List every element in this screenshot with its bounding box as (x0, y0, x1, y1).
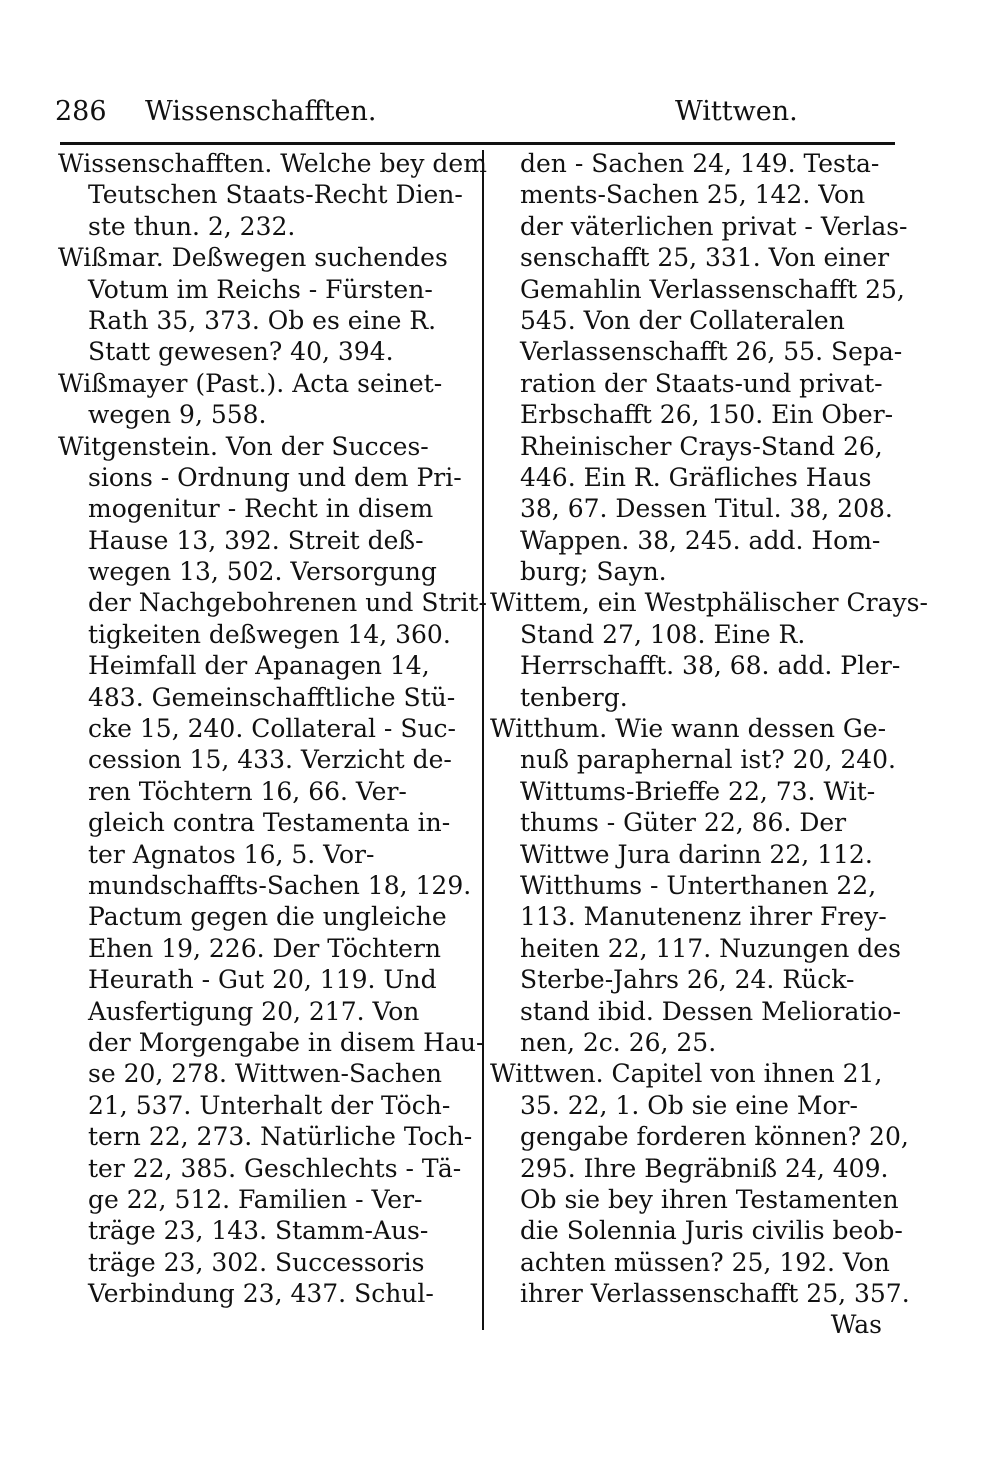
index-line: thums - Güter 22, 86. Der (520, 808, 847, 838)
index-line: Hause 13, 392. Streit deß- (88, 525, 424, 555)
index-line: Wittwe Jura darinn 22, 112. (520, 839, 873, 869)
index-line: mogenitur - Recht in disem (88, 494, 434, 524)
index-line: Verlassenschafft 26, 55. Sepa- (520, 337, 903, 367)
index-line: Ausfertigung 20, 217. Von (88, 996, 420, 1026)
index-line: Erbschafft 26, 150. Ein Ober- (520, 400, 894, 430)
left-running-title: Wissenschafften. (145, 96, 377, 127)
index-line: Sterbe-Jahrs 26, 24. Rück- (520, 965, 855, 995)
index-line: gengabe forderen können? 20, (520, 1122, 909, 1152)
index-line: wegen 13, 502. Versorgung (88, 557, 437, 587)
index-line: 38, 67. Dessen Titul. 38, 208. (520, 494, 893, 524)
index-line: Wissenschafften. Welche bey dem (58, 149, 487, 178)
index-line: Wißmayer (Past.). Acta seinet- (58, 368, 443, 398)
index-line: 483. Gemeinschafftliche Stü- (88, 682, 456, 712)
index-line: Ob sie bey ihren Testamenten (520, 1184, 899, 1214)
index-line: Heimfall der Apanagen 14, (88, 651, 430, 681)
index-line: tenberg. (520, 682, 628, 712)
index-line: Votum im Reichs - Fürsten- (88, 274, 433, 304)
index-line: Wittwen. Capitel von ihnen 21, (490, 1059, 883, 1089)
index-line: Gemahlin Verlassenschafft 25, (520, 274, 905, 304)
index-line: ihrer Verlassenschafft 25, 357. (520, 1279, 910, 1309)
index-line: 446. Ein R. Gräfliches Haus (520, 462, 872, 492)
index-line: ration der Staats-und privat- (520, 368, 883, 398)
right-running-title: Wittwen. (675, 96, 798, 127)
index-line: Wittums-Brieffe 22, 73. Wit- (520, 776, 876, 806)
index-line: der Nachgebohrenen und Strit- (88, 588, 487, 618)
index-line: Pactum gegen die ungleiche (88, 902, 447, 932)
index-line: Stand 27, 108. Eine R. (520, 619, 806, 649)
index-line: tigkeiten deßwegen 14, 360. (88, 619, 451, 649)
running-header (55, 92, 900, 132)
index-line: se 20, 278. Wittwen-Sachen (88, 1059, 443, 1089)
index-line: achten müssen? 25, 192. Von (520, 1247, 890, 1277)
index-line: nuß paraphernal ist? 20, 240. (520, 745, 897, 775)
index-line: wegen 9, 558. (88, 400, 267, 430)
index-line: 113. Manutenenz ihrer Frey- (520, 902, 887, 932)
page-number: 286 (55, 96, 107, 127)
right-column (490, 148, 928, 1341)
index-line: senschafft 25, 331. Von einer (520, 243, 890, 273)
index-line: Verbindung 23, 437. Schul- (88, 1279, 434, 1309)
index-line: Statt gewesen? 40, 394. (88, 337, 394, 367)
index-line: cke 15, 240. Collateral - Suc- (88, 714, 456, 744)
index-line: tern 22, 273. Natürliche Toch- (88, 1122, 473, 1152)
index-line: ge 22, 512. Familien - Ver- (88, 1184, 423, 1214)
index-line: sions - Ordnung und dem Pri- (88, 462, 462, 492)
index-line: träge 23, 143. Stamm-Aus- (88, 1216, 429, 1246)
index-line: der Morgengabe in disem Hau- (88, 1027, 485, 1057)
index-line: nen, 2c. 26, 25. (520, 1027, 717, 1057)
index-line: Witthum. Wie wann dessen Ge- (490, 714, 887, 744)
index-line: ren Töchtern 16, 66. Ver- (88, 776, 407, 806)
index-line: stand ibid. Dessen Melioratio- (520, 996, 901, 1026)
index-line: Rath 35, 373. Ob es eine R. (88, 305, 437, 335)
index-line: 295. Ihre Begräbniß 24, 409. (520, 1153, 889, 1183)
index-line: 21, 537. Unterhalt der Töch- (88, 1090, 451, 1120)
index-line: 35. 22, 1. Ob sie eine Mor- (520, 1090, 858, 1120)
index-line: den - Sachen 24, 149. Testa- (520, 149, 880, 178)
index-line: träge 23, 302. Successoris (88, 1247, 425, 1277)
header-rule (60, 142, 895, 145)
index-line: Wittem, ein Westphälischer Crays- (490, 588, 928, 618)
index-line: Ehen 19, 226. Der Töchtern (88, 933, 442, 963)
index-line: ter 22, 385. Geschlechts - Tä- (88, 1153, 462, 1183)
index-line: gleich contra Testamenta in- (88, 808, 451, 838)
index-line: Wappen. 38, 245. add. Hom- (520, 525, 881, 555)
index-line: der väterlichen privat - Verlas- (520, 211, 908, 241)
index-line: 545. Von der Collateralen (520, 305, 845, 335)
index-line: cession 15, 433. Verzicht de- (88, 745, 452, 775)
index-line: heiten 22, 117. Nuzungen des (520, 933, 901, 963)
left-column (58, 148, 487, 1309)
index-line: Heurath - Gut 20, 119. Und (88, 965, 437, 995)
index-line: ter Agnatos 16, 5. Vor- (88, 839, 375, 869)
index-line: ments-Sachen 25, 142. Von (520, 180, 866, 210)
index-line: die Solennia Juris civilis beob- (520, 1216, 903, 1246)
index-line: Witthums - Unterthanen 22, (520, 870, 877, 900)
index-line: Herrschafft. 38, 68. add. Pler- (520, 651, 901, 681)
index-line: Wißmar. Deßwegen suchendes (58, 243, 448, 273)
column-divider (482, 150, 484, 1330)
index-line: burg; Sayn. (520, 557, 667, 587)
index-line: ste thun. 2, 232. (88, 211, 296, 241)
index-line: Teutschen Staats-Recht Dien- (88, 180, 463, 210)
index-line: Witgenstein. Von der Succes- (58, 431, 429, 461)
index-line: Rheinischer Crays-Stand 26, (520, 431, 883, 461)
index-line: mundschaffts-Sachen 18, 129. (88, 870, 472, 900)
catchword: Was (830, 1310, 882, 1340)
